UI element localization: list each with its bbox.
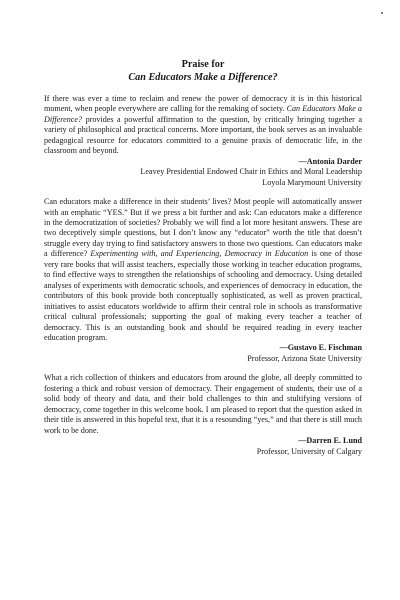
text-segment: What a rich collection of thinkers and educators from around the globe, all deeply committed to fostering a thick and robust version of democracy. Their engagement of students, their use of a solid body of theory and data, and their bold challenges to thin and stultifying versions of democracy, come together in this welcome book. I am pleased to report that the question asked in their title is answered in this hopeful text, that it is a resounding “yes,” and that there is still much work to be done. bbox=[44, 373, 362, 435]
testimonial-darder bbox=[44, 94, 362, 188]
author-name: —Darren E. Lund bbox=[298, 436, 362, 446]
testimonial-lund bbox=[44, 373, 362, 457]
praise-heading bbox=[44, 58, 362, 84]
author-title-line: Leavey Presidential Endowed Chair in Ethics and Moral Leadership bbox=[140, 167, 362, 177]
author-title-line: Professor, University of Calgary bbox=[256, 446, 362, 456]
text-segment: is one of those very rare books that will assist teachers, especially those working in teacher education programs, to find effective ways to strengthen the relationships of schooling and democracy. Using detailed analyses of experiments with democratic schools, and experiences of democracy in education, the contributors of this book provide both conceptually sophisticated, as well as proven practical, initiatives to assist educators worldwide to affirm their central role in schools as transformative critical cultural professionals; supporting the goal of making every teacher a teacher of democracy. This is an outstanding book and should be required reading in every teacher education program. bbox=[44, 249, 362, 342]
author-name: —Gustavo E. Fischman bbox=[279, 343, 362, 353]
text-segment-italic: Experimenting with, and Experiencing, Democracy in Education bbox=[90, 249, 309, 259]
text-segment: Can educators make a difference in their students’ lives? Most people will automatically answer with an emphatic “YES.” But if we press a bit further and ask: Can educators make a difference in the democratization of societies? Probably we will find a lot more hesitant answers. These are two deceptively simple questions, but I don’t know any “educator” worth the title that doesn’t struggle every day trying to find satisfactory answers to those two questions. Can educators make a difference? bbox=[44, 197, 362, 259]
text-segment-italic: Can Educators Make a Difference? bbox=[44, 104, 362, 124]
text-segment: If there was ever a time to reclaim and renew the power of democracy it is in this historical moment, when people everywhere are calling for the remaking of society. bbox=[44, 94, 362, 114]
scan-speck bbox=[381, 12, 383, 14]
testimonial-text bbox=[44, 373, 362, 436]
author-name: —Antonia Darder bbox=[298, 156, 362, 166]
attribution bbox=[44, 436, 362, 457]
attribution bbox=[44, 343, 362, 364]
heading-line-praise-for: Praise for bbox=[181, 59, 225, 70]
attribution bbox=[44, 157, 362, 188]
author-title-line: Professor, Arizona State University bbox=[247, 353, 362, 363]
testimonial-fischman bbox=[44, 197, 362, 364]
heading-book-title: Can Educators Make a Difference? bbox=[128, 72, 278, 83]
author-title-line: Loyola Marymount University bbox=[262, 177, 362, 187]
text-segment: provides a powerful affirmation to the question, by critically bringing together a variety of philosophical and practical concerns. More important, the book serves as an invaluable pedagogical resource for educators committed to a genuine praxis of democratic life, in the classroom and beyond. bbox=[44, 114, 362, 156]
praise-page bbox=[44, 58, 362, 457]
testimonial-text bbox=[44, 94, 362, 157]
testimonial-text bbox=[44, 197, 362, 343]
